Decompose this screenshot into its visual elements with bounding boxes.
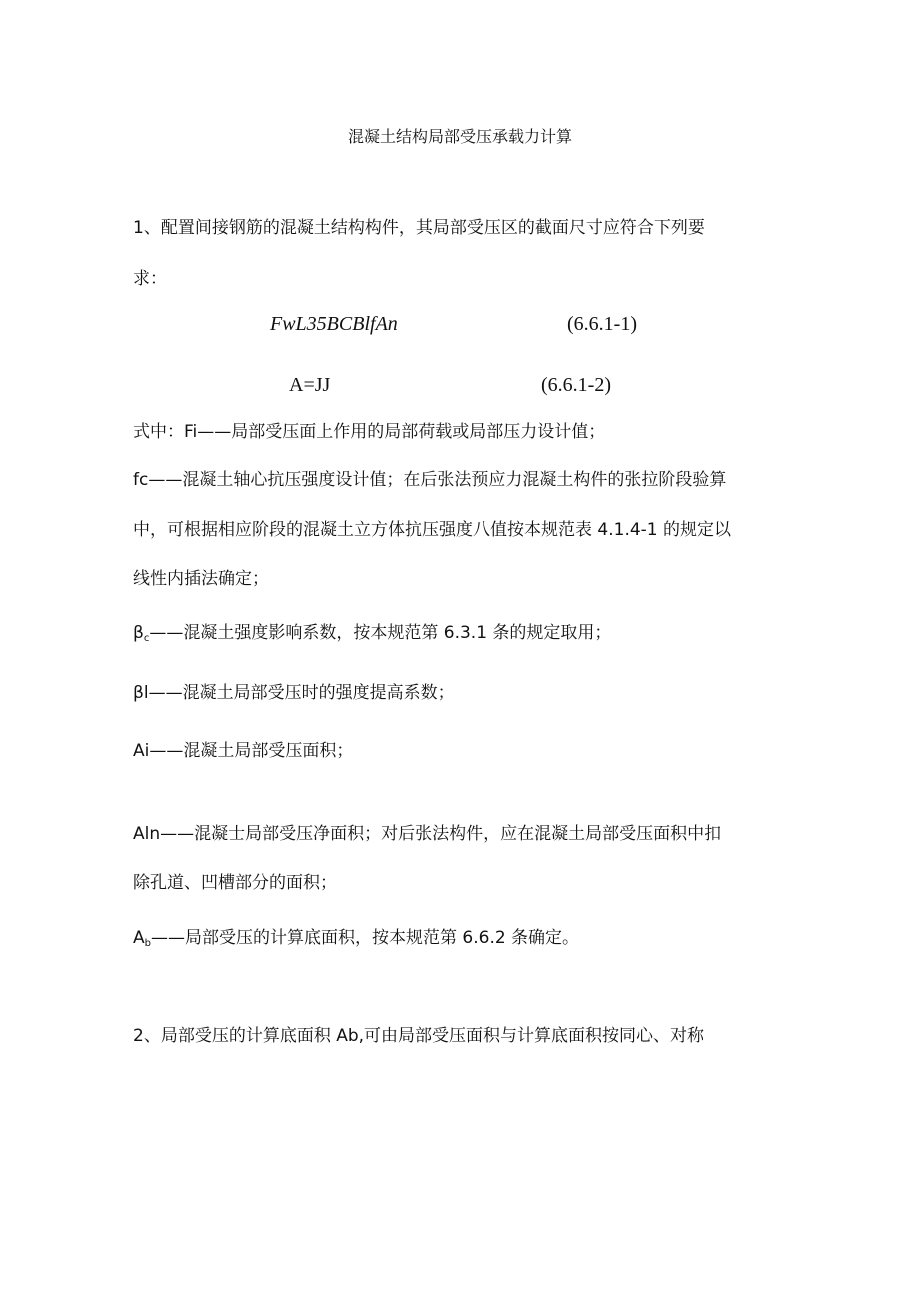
definition-al: Ai——混凝土局部受压面积； <box>133 741 354 761</box>
definition-ab <box>133 926 579 956</box>
definition-fl: 式中：Fi——局部受压面上作用的局部荷载或局部压力设计值； <box>133 422 606 442</box>
formula-2-expression: A=JJ <box>289 374 331 396</box>
definition-aln-line-1: Aln——混凝士局部受压净面积；对后张法构件，应在混凝土局部受压面积中扣 <box>133 824 722 844</box>
formula-1-expression: FwL35BCBlfAn <box>270 313 398 335</box>
ab-text: ——局部受压的计算底面积，按本规范第 6.6.2 条确定。 <box>151 928 580 948</box>
ab-symbol: A <box>133 928 145 948</box>
section-1-line-1: 1、配置间接钢筋的混凝土结构构件，其局部受压区的截面尺寸应符合下列要 <box>133 218 705 238</box>
section-1-line-2: 求： <box>133 269 167 289</box>
formula-1-number: (6.6.1-1) <box>567 313 637 335</box>
section-2-line-1: 2、局部受压的计算底面积 Ab,可由局部受压面积与计算底面积按同心、对称 <box>133 1026 705 1046</box>
document-title: 混凝土结构局部受压承载力计算 <box>347 127 572 146</box>
definition-fc-line-3: 线性内插法确定； <box>133 569 269 589</box>
formula-2-number: (6.6.1-2) <box>541 374 611 396</box>
definition-aln-line-2: 除孔道、凹槽部分的面积； <box>133 873 337 893</box>
ab-subscript: b <box>144 938 151 949</box>
beta-c-text: ——混凝土强度影响系数，按本规范第 6.3.1 条的规定取用； <box>149 623 612 643</box>
beta-c-subscript: c <box>143 633 150 644</box>
definition-fc-line-1: fc——混凝土轴心抗压强度设计值；在后张法预应力混凝土构件的张拉阶段验算 <box>133 470 727 490</box>
beta-c-symbol: β <box>133 623 144 643</box>
definition-beta-c <box>133 621 611 651</box>
definition-beta-l: βl——混凝土局部受压时的强度提高系数； <box>133 683 455 703</box>
definition-fc-line-2: 中，可根据相应阶段的混凝土立方体抗压强度八值按本规范表 4.1.4-1 的规定以 <box>133 520 732 540</box>
